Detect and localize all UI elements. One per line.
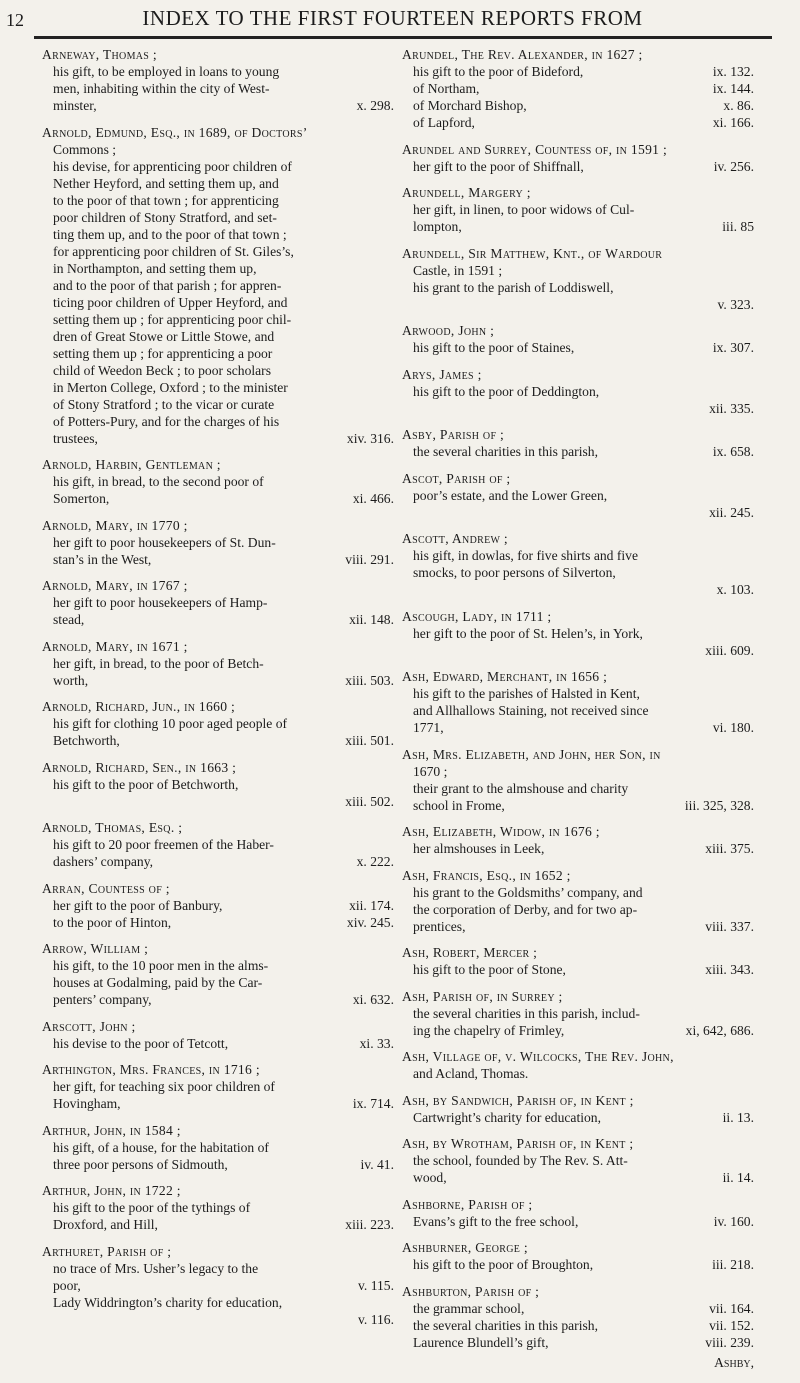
entry-heading: Ascot, Parish of ; [402,470,511,486]
entry-text-line: his grant to the Goldsmiths’ company, and [413,884,643,900]
entry-text-line: men, inhabiting within the city of West- [53,81,270,96]
entry-text-line: of Stony Stratford ; to the vicar or curate [53,396,275,412]
entry-reference-line [402,114,754,131]
index-entry [42,124,394,447]
entry-heading: Arundell, Sir Matthew, Knt., of Wardour [402,245,663,261]
index-entry [42,456,394,507]
entry-text-line: and Allhallows Staining, not received since [413,703,649,718]
index-entry [402,366,754,417]
entry-text: his devise to the poor of Tetcott, [53,1035,229,1051]
volume-page-reference: xii. 174. [349,897,394,913]
index-entry [42,517,394,568]
entry-heading: Ashborne, Parish of ; [402,1196,533,1212]
entry-reference-line [402,339,754,356]
entry-reference-line [402,158,754,175]
entry-text-line: his gift, of a house, for the habitation of [53,1139,269,1155]
entry-reference-line [42,1095,394,1112]
entry-reference-line [402,1169,754,1186]
left-column [42,46,394,1337]
entry-reference-line [402,1213,754,1230]
entry-reference-line [42,897,394,914]
entry-text-line: child of Weedon Beck ; to poor scholars [53,362,271,378]
index-entry [42,1243,394,1328]
entry-text-line: the several charities in this parish, includ- [413,1005,640,1021]
entry-heading: Ash, Village of, v. Wilcocks, The Rev. John, [402,1049,674,1064]
entry-text: of Morchard Bishop, [413,98,527,113]
header-rule [34,36,772,39]
entry-heading: Arundel and Surrey, Countess of, in 1591 ; [402,141,668,157]
entry-text-line: her gift to poor housekeepers of St. Dun- [53,534,276,550]
entry-heading: Ascough, Lady, in 1711 ; [402,608,552,624]
entry-text-line: houses at Godalming, paid by the Car- [53,975,263,990]
volume-page-reference: xiii. 609. [705,642,754,658]
volume-page-reference: ii. 14. [722,1170,754,1185]
entry-text-line: his gift, in dowlas, for five shirts and five [413,548,639,563]
entry-heading: Arthuret, Parish of ; [42,1243,172,1259]
volume-page-reference: xiv. 316. [346,430,394,446]
entry-text: stan’s in the West, [53,551,152,567]
entry-reference-line [42,490,394,507]
entry-text: wood, [413,1170,447,1185]
entry-reference-line [402,719,754,736]
entry-text-line: his gift to the poor of the tythings of [53,1200,251,1215]
index-entry [42,1122,394,1173]
entry-reference-line [42,551,394,568]
entry-heading: Arran, Countess of ; [42,880,170,896]
entry-heading: Ascott, Andrew ; [402,531,508,546]
entry-reference-line [402,1300,754,1317]
entry-heading: Ash, Mrs. Elizabeth, and John, her Son, in [402,746,661,762]
entry-heading: Ashburner, George ; [402,1240,528,1255]
entry-text-line: in Merton College, Oxford ; to the minister [53,379,288,395]
entry-text-line: their grant to the almshouse and charity [413,780,629,796]
entry-text: Somerton, [53,491,110,506]
entry-text-line: dren of Great Stowe or Little Stowe, and [53,328,275,344]
entry-heading: Ash, Elizabeth, Widow, in 1676 ; [402,824,600,839]
index-entry [402,530,754,598]
entry-text-line: her gift to poor housekeepers of Hamp- [53,595,268,610]
entry-heading: Arthur, John, in 1722 ; [42,1183,181,1198]
page-number: 12 [6,10,24,30]
entry-heading: Ash, Francis, Esq., in 1652 ; [402,867,571,883]
entry-reference-line [42,1156,394,1173]
entry-text-line: poor’s estate, and the Lower Green, [413,487,608,503]
index-entry [402,668,754,736]
entry-reference-line [402,797,754,814]
index-entry [42,1061,394,1112]
entry-text-line: her gift, in linen, to poor widows of Cul- [413,202,635,217]
entry-reference-line [402,840,754,857]
entry-text-line: his gift for clothing 10 poor aged people of [53,716,288,731]
entry-text-line: her gift, in bread, to the poor of Betch- [53,655,264,671]
index-entry [42,880,394,931]
entry-text-line: and Acland, Thomas. [413,1066,529,1081]
entry-reference-line [42,1277,394,1294]
entry-reference-line [402,1022,754,1039]
entry-reference-line [42,914,394,931]
entry-text: of Northam, [413,81,480,96]
entry-reference-line [42,611,394,628]
index-entry [42,940,394,1008]
volume-page-reference: x. 298. [356,98,394,113]
entry-text: Evans’s gift to the free school, [413,1213,579,1229]
entry-reference-line [402,63,754,80]
index-entry [402,1283,754,1351]
entry-heading: Arundel, The Rev. Alexander, in 1627 ; [402,47,643,62]
entry-text: Laurence Blundell’s gift, [413,1334,549,1350]
volume-page-reference: xi. 466. [352,491,394,506]
entry-text: penters’ company, [53,992,152,1007]
entry-heading: Arnold, Mary, in 1767 ; [42,578,188,593]
index-entry [402,470,754,521]
entry-text-line: the school, founded by The Rev. S. Att- [413,1153,628,1168]
entry-text: dashers’ company, [53,854,154,869]
volume-page-reference: vi. 180. [712,720,754,735]
volume-page-reference: x. 222. [356,854,394,869]
entry-reference-line [402,918,754,935]
entry-text-line: his gift, in bread, to the second poor of [53,474,264,489]
index-entry [402,1092,754,1126]
entry-heading: Arys, James ; [402,366,482,382]
entry-text-line: his devise, for apprenticing poor children of [53,158,292,174]
volume-page-reference: viii. 337. [705,918,754,934]
entry-text-line: in Northampton, and setting them up, [53,260,257,276]
index-entry [402,184,754,235]
entry-heading: Arnold, Edmund, Esq., in 1689, of Doctors’ [42,124,308,140]
volume-page-reference: iv. 41. [360,1156,394,1172]
entry-reference-line [402,80,754,97]
entry-reference-line [42,672,394,689]
entry-text: Betchworth, [53,733,120,748]
entry-text-line: smocks, to poor persons of Silverton, [413,565,616,580]
entry-heading: Arscott, John ; [42,1018,136,1034]
index-entry [42,819,394,870]
entry-text: trustees, [53,430,98,446]
index-entry [402,1135,754,1186]
entry-text-line: to the poor of that town ; for apprenticing [53,192,279,208]
index-entry [402,322,754,356]
volume-page-reference: iii. 218. [712,1257,754,1272]
index-entry [402,1048,754,1082]
index-entry [402,46,754,131]
entry-text: his gift to the poor of Stone, [413,962,566,977]
entry-text-line: setting them up ; for apprenticing a poor [53,345,273,361]
volume-page-reference: vii. 164. [709,1300,754,1316]
volume-page-reference: v. 323. [717,296,754,312]
index-entry [42,577,394,628]
volume-page-reference: xiii. 502. [345,793,394,809]
index-entry [402,944,754,978]
volume-page-reference: xi, 642, 686. [685,1022,754,1038]
entry-text: Hovingham, [53,1096,121,1111]
entry-text: minster, [53,98,97,113]
entry-text-line: the corporation of Derby, and for two ap- [413,901,638,917]
entry-text-line: Nether Heyford, and setting them up, and [53,175,279,191]
volume-page-reference: x. 86. [723,98,754,113]
entry-text-line: his gift, to be employed in loans to young [53,64,280,79]
entry-reference-line [42,430,394,447]
index-entry [42,1018,394,1052]
volume-page-reference: ix. 144. [712,81,754,96]
entry-text: the grammar school, [413,1300,525,1316]
entry-heading: Ash, Edward, Merchant, in 1656 ; [402,669,608,684]
volume-page-reference: xiii. 343. [705,962,754,977]
entry-text: his gift to the poor of Broughton, [413,1257,594,1272]
entry-heading: Arnold, Richard, Jun., in 1660 ; [42,699,236,714]
entry-heading: Ash, Robert, Mercer ; [402,945,538,960]
entry-reference-line [42,97,394,114]
entry-text: her gift to the poor of Banbury, [53,897,223,913]
entry-text-line: his grant to the parish of Loddiswell, [413,279,614,295]
volume-page-reference: xiii. 223. [345,1217,394,1232]
entry-text: the several charities in this parish, [413,444,598,459]
entry-heading: Arneway, Thomas ; [42,47,157,62]
entry-heading: Arnold, Mary, in 1671 ; [42,638,188,654]
entry-text-line: his gift to the parishes of Halsted in Kent, [413,686,640,701]
volume-page-reference: xi. 632. [352,992,394,1007]
volume-page-reference: xiii. 375. [705,841,754,856]
entry-heading: Ash, Parish of, in Surrey ; [402,988,563,1004]
entry-heading: Arthington, Mrs. Frances, in 1716 ; [42,1062,260,1077]
volume-page-reference: ii. 13. [722,1109,754,1125]
entry-reference-line [402,97,754,114]
entry-text: of Lapford, [413,115,475,130]
index-entry [402,867,754,935]
entry-text-line: poor children of Stony Stratford, and set- [53,209,277,225]
entry-reference-line [402,1317,754,1334]
volume-page-reference: xii. 245. [709,504,754,520]
volume-page-reference: x. 103. [716,582,754,597]
entry-reference-line [42,1216,394,1233]
entry-text: his gift to the poor of Staines, [413,340,575,355]
volume-page-reference: iii. 85 [722,219,754,234]
entry-text-line: ting them up, and to the poor of that town ; [53,226,287,242]
entry-reference-line [42,991,394,1008]
entry-text: poor, [53,1277,81,1293]
volume-page-reference: xi. 33. [359,1035,394,1051]
volume-page-reference: iv. 160. [713,1213,754,1229]
entry-text: prentices, [413,918,466,934]
entry-heading: Arnold, Harbin, Gentleman ; [42,457,221,472]
volume-page-reference: ix. 658. [712,444,754,459]
entry-text-line: ticing poor children of Upper Heyford, and [53,294,288,310]
entry-reference-line [402,218,754,235]
entry-heading: Arnold, Mary, in 1770 ; [42,517,188,533]
volume-page-reference: xiii. 501. [345,733,394,748]
index-entry [402,746,754,814]
index-entry [402,1239,754,1273]
volume-page-reference: ix. 714. [352,1096,394,1111]
entry-text: Droxford, and Hill, [53,1217,158,1232]
entry-text-line: of Potters-Pury, and for the charges of his [53,413,280,429]
volume-page-reference: viii. 291. [345,551,394,567]
entry-text-line: Castle, in 1591 ; [413,262,503,278]
entry-text-line: setting them up ; for apprenticing poor chil- [53,311,292,327]
entry-heading: Arthur, John, in 1584 ; [42,1122,181,1138]
entry-text-line: 1670 ; [413,763,448,779]
entry-reference-line [402,1109,754,1126]
entry-heading: Arnold, Thomas, Esq. ; [42,820,183,835]
volume-page-reference: xii. 335. [709,400,754,416]
entry-reference-line [402,443,754,460]
index-entry [402,245,754,313]
volume-page-reference: xii. 148. [349,612,394,627]
entry-heading: Ashburton, Parish of ; [402,1283,540,1299]
volume-page-reference: iv. 256. [713,158,754,174]
index-entry [402,608,754,659]
index-entry [42,1182,394,1233]
entry-text-line: his gift to 20 poor freemen of the Haber- [53,837,274,852]
entry-reference-line [402,1256,754,1273]
volume-page-reference: v. 116. [358,1311,394,1327]
index-entry [402,1196,754,1230]
volume-page-reference: xi. 166. [712,115,754,130]
volume-page-reference: xiii. 503. [345,672,394,688]
catchword: Ashby, [714,1355,754,1370]
volume-page-reference: ix. 307. [712,340,754,355]
index-entry [402,823,754,857]
entry-text-line: for apprenticing poor children of St. Giles’s, [53,243,294,259]
entry-text-line: his gift to the poor of Betchworth, [53,776,239,792]
entry-text: her almshouses in Leek, [413,841,545,856]
entry-heading: Arundell, Margery ; [402,185,531,200]
entry-text: Cartwright’s charity for education, [413,1109,601,1125]
entry-text-line: his gift, to the 10 poor men in the alms- [53,958,269,973]
entry-text: the several charities in this parish, [413,1317,598,1333]
index-entry [402,141,754,175]
entry-text: 1771, [413,720,444,735]
entry-text: his gift to the poor of Bideford, [413,64,584,79]
entry-text: school in Frome, [413,797,505,813]
volume-page-reference: ix. 132. [712,64,754,79]
entry-heading: Ash, by Sandwich, Parish of, in Kent ; [402,1092,634,1108]
entry-reference-line [42,853,394,870]
entry-text: stead, [53,612,85,627]
volume-page-reference: iii. 325, 328. [684,797,754,813]
entry-text-line: and to the poor of that parish ; for appren- [53,277,282,293]
entry-text-line: no trace of Mrs. Usher’s legacy to the [53,1260,259,1276]
index-entry [42,759,394,810]
entry-heading: Arrow, William ; [42,941,149,956]
entry-heading: Arnold, Richard, Sen., in 1663 ; [42,759,237,775]
entry-text-line: Lady Widdrington’s charity for education, [53,1294,283,1310]
entry-reference-line [402,1334,754,1351]
entry-text: three poor persons of Sidmouth, [53,1156,228,1172]
entry-heading: Asby, Parish of ; [402,427,505,442]
entry-reference-line [402,961,754,978]
running-title: INDEX TO THE FIRST FOURTEEN REPORTS FROM [142,6,643,30]
right-column [402,46,754,1371]
index-entry [42,638,394,689]
entry-heading: Arwood, John ; [402,323,495,338]
index-entry [42,46,394,114]
entry-reference-line [42,1035,394,1052]
entry-text: ing the chapelry of Frimley, [413,1022,565,1038]
volume-page-reference: v. 115. [358,1277,394,1293]
index-entry [402,988,754,1039]
entry-text-line: her gift, for teaching six poor children of [53,1079,275,1094]
index-entry [402,426,754,460]
index-entry [42,698,394,749]
entry-text: lompton, [413,219,462,234]
volume-page-reference: viii. 239. [705,1334,754,1350]
entry-text: to the poor of Hinton, [53,914,172,930]
volume-page-reference: xiv. 245. [346,914,394,930]
volume-page-reference: vii. 152. [709,1317,754,1333]
entry-text-line: his gift to the poor of Deddington, [413,383,600,399]
entry-text-line: Commons ; [53,141,117,157]
entry-text: worth, [53,672,89,688]
entry-text-line: her gift to the poor of St. Helen’s, in York, [413,625,643,641]
entry-heading: Ash, by Wrotham, Parish of, in Kent ; [402,1136,634,1151]
entry-reference-line [42,732,394,749]
entry-text: her gift to the poor of Shiffnall, [413,158,584,174]
